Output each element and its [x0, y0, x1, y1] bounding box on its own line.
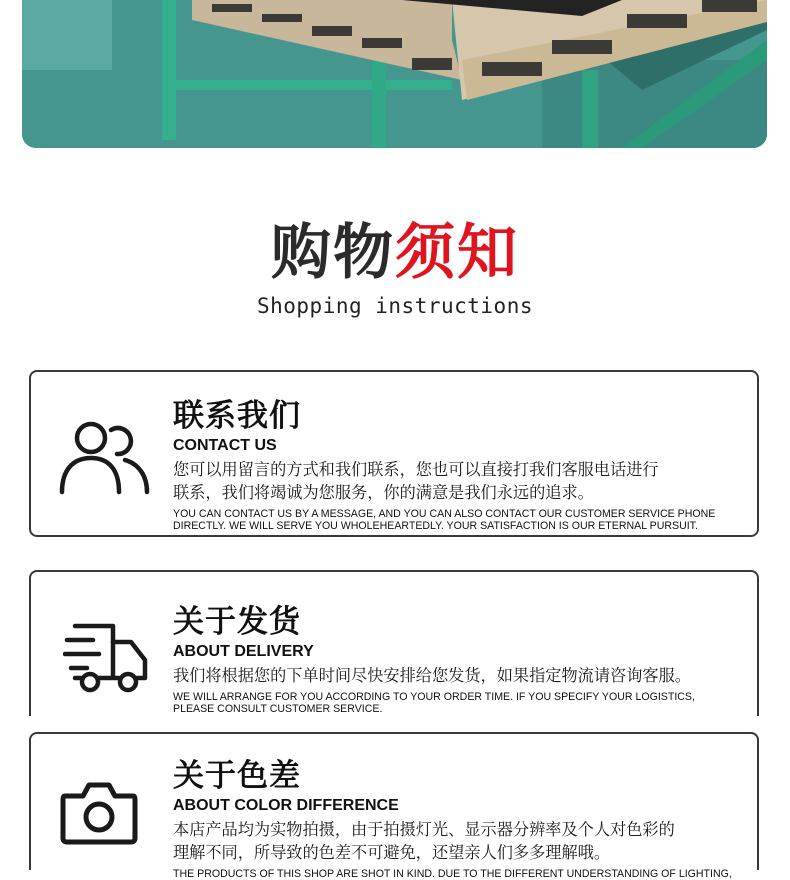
color-difference-description-line-2: 理解不同，所导致的色差不可避免，还望亲人们多多理解哦。: [173, 843, 611, 862]
product-photo: [22, 0, 767, 148]
color-difference-card: [29, 732, 759, 880]
contact-us-subtitle: CONTACT US: [173, 437, 277, 454]
section-title-red: 须知: [395, 218, 519, 288]
delivery-english-line-1: WE WILL ARRANGE FOR YOU ACCORDING TO YOUR ORDER TIME. IF YOU SPECIFY YOUR LOGISTICS,: [173, 691, 695, 703]
product-photo-illustration: [22, 0, 767, 148]
contact-us-description-line-1: 您可以用留言的方式和我们联系，您也可以直接打我们客服电话进行: [173, 460, 659, 479]
contact-us-english-line-1: YOU CAN CONTACT US BY A MESSAGE, AND YOU CAN ALSO CONTACT OUR CUSTOMER SERVICE PHONE: [173, 508, 716, 520]
users-icon: [59, 420, 151, 501]
color-difference-subtitle: ABOUT COLOR DIFFERENCE: [173, 797, 399, 814]
delivery-english: [173, 691, 749, 715]
delivery-text: [173, 604, 749, 715]
contact-us-text: [173, 398, 749, 532]
color-difference-english-line-1: THE PRODUCTS OF THIS SHOP ARE SHOT IN KIND. DUE TO THE DIFFERENT UNDERSTANDING OF LIGHTING,: [173, 868, 732, 880]
camera-icon: [59, 780, 139, 851]
contact-us-description-line-2: 联系，我们将竭诚为您服务，你的满意是我们永远的追求。: [173, 483, 594, 502]
section-subtitle: Shopping instructions: [256, 294, 533, 318]
contact-us-english: [173, 508, 749, 532]
delivery-card: [29, 570, 759, 716]
section-title: [0, 214, 790, 292]
contact-us-english-line-2: DIRECTLY. WE WILL SERVE YOU WHOLEHEARTEDLY. YOUR SATISFACTION IS OUR ETERNAL PURSUIT.: [173, 520, 698, 532]
contact-us-description: [173, 458, 749, 504]
delivery-description: [173, 664, 749, 687]
delivery-title: 关于发货: [173, 604, 301, 640]
section-heading: [0, 214, 790, 318]
section-title-dark: 购物: [271, 218, 395, 288]
delivery-truck-icon: [63, 620, 149, 703]
contact-us-title: 联系我们: [173, 398, 301, 434]
contact-us-card: [29, 370, 759, 537]
color-difference-description: [173, 818, 749, 864]
color-difference-title: 关于色差: [173, 758, 301, 794]
delivery-english-line-2: PLEASE CONSULT CUSTOMER SERVICE.: [173, 703, 383, 715]
delivery-description-line-1: 我们将根据您的下单时间尽快安排给您发货，如果指定物流请咨询客服。: [173, 666, 691, 685]
color-difference-text: [173, 758, 749, 880]
delivery-subtitle: ABOUT DELIVERY: [173, 643, 314, 660]
color-difference-description-line-1: 本店产品均为实物拍摄，由于拍摄灯光、显示器分辨率及个人对色彩的: [173, 820, 675, 839]
